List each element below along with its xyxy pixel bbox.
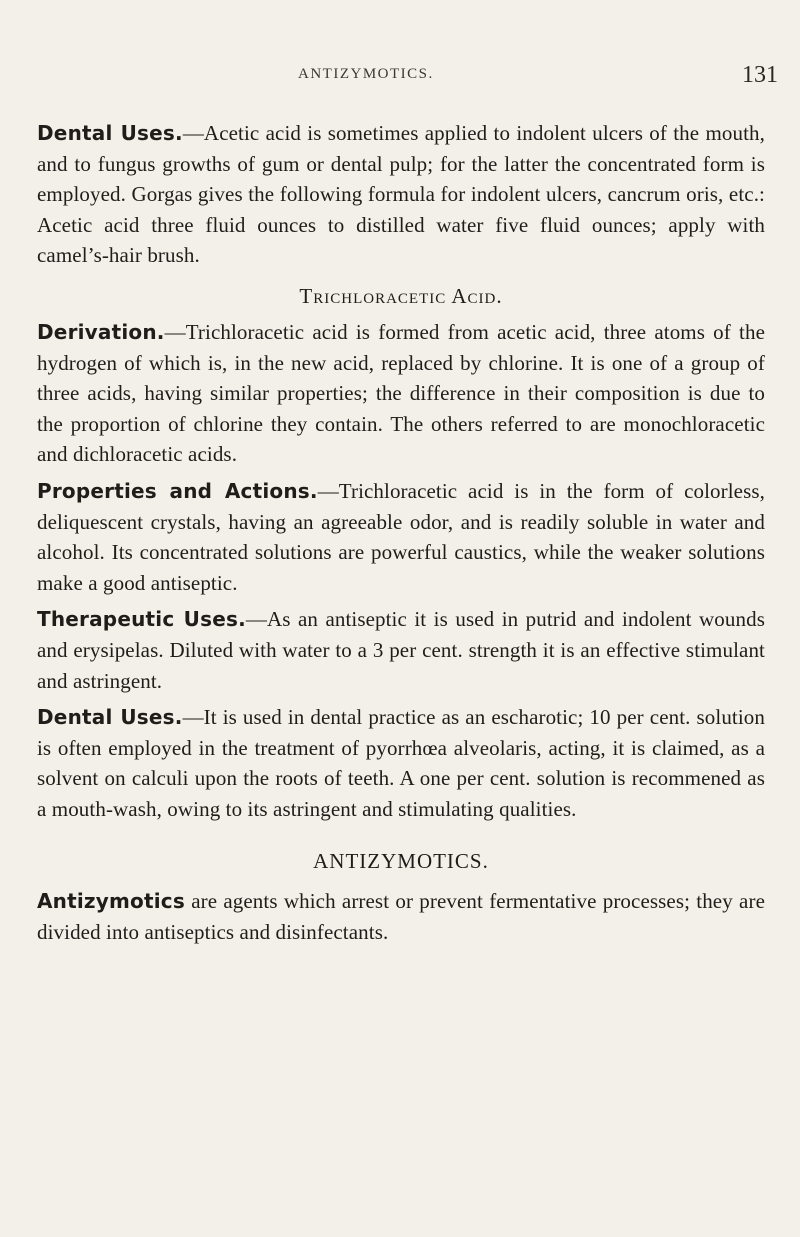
paragraph-derivation xyxy=(37,317,765,470)
paragraph-text: —As an antiseptic it is used in putrid and indolent wounds and erysipelas. Diluted with water to a 3 per cent. strength it is an effective stimulant and astringent. xyxy=(37,607,765,693)
paragraph-dental-uses xyxy=(37,702,765,824)
paragraph-text: —Trichloracetic acid is formed from acetic acid, three atoms of the hydrogen of which is, in the new acid, replaced by chlorine. It is one of a group of three acids, having similar properties; the difference in their composition is due to the proportion of chlorine they contain. The others referred to are monochloracetic and dichloracetic acids. xyxy=(37,319,765,467)
paragraph-properties-actions xyxy=(37,476,765,598)
paragraph-lead: Derivation. xyxy=(37,319,165,344)
paragraph-acetic-dental-uses xyxy=(37,118,765,271)
paragraph-lead: Therapeutic Uses. xyxy=(37,607,246,632)
paragraph-text: —Acetic acid is sometimes applied to indolent ulcers of the mouth, and to fungus growths of gum or dental pulp; for the latter the concentrated form is employed. Gorgas gives the following formula for indolent ulcers, cancrum oris, etc.: Acetic acid three fluid ounces to distilled water five fluid ounces; apply with camel’s-hair brush. xyxy=(37,121,765,268)
paragraph-antizymotics xyxy=(37,886,765,947)
running-header xyxy=(0,62,800,92)
paragraph-text: —Trichloracetic acid is in the form of colorless, deliquescent crystals, having an agreeable odor, and is readily soluble in water and alcohol. Its concentrated solutions are powerful caustics, while the weaker solutions make a good antiseptic. xyxy=(37,478,765,595)
section-heading-trichloracetic-acid: Trichloracetic Acid. xyxy=(299,283,503,308)
paragraph-text: —It is used in dental practice as an escharotic; 10 per cent. solution is often employed in the treatment of pyorrhœa alveolaris, acting, it is claimed, as a solvent on calculi upon the roots of teeth. A one per cent. solution is recommened as a mouth-wash, owing to its astringent and stimulating qualities. xyxy=(37,705,765,821)
paragraph-therapeutic-uses xyxy=(37,604,765,696)
paragraph-lead: Properties and Actions. xyxy=(37,478,318,503)
paragraph-lead: Dental Uses. xyxy=(37,705,183,730)
paragraph-lead: Dental Uses. xyxy=(37,121,183,145)
paragraph-lead: Antizymotics xyxy=(37,889,185,914)
paragraph-text: are agents which arrest or prevent fermentative processes; they are divided into antiseptics and disinfectants. xyxy=(37,889,765,945)
running-title: ANTIZYMOTICS. xyxy=(298,66,434,82)
chapter-heading-antizymotics: ANTIZYMOTICS. xyxy=(313,849,489,874)
page-number: 131 xyxy=(742,62,778,88)
page-body xyxy=(37,118,765,954)
